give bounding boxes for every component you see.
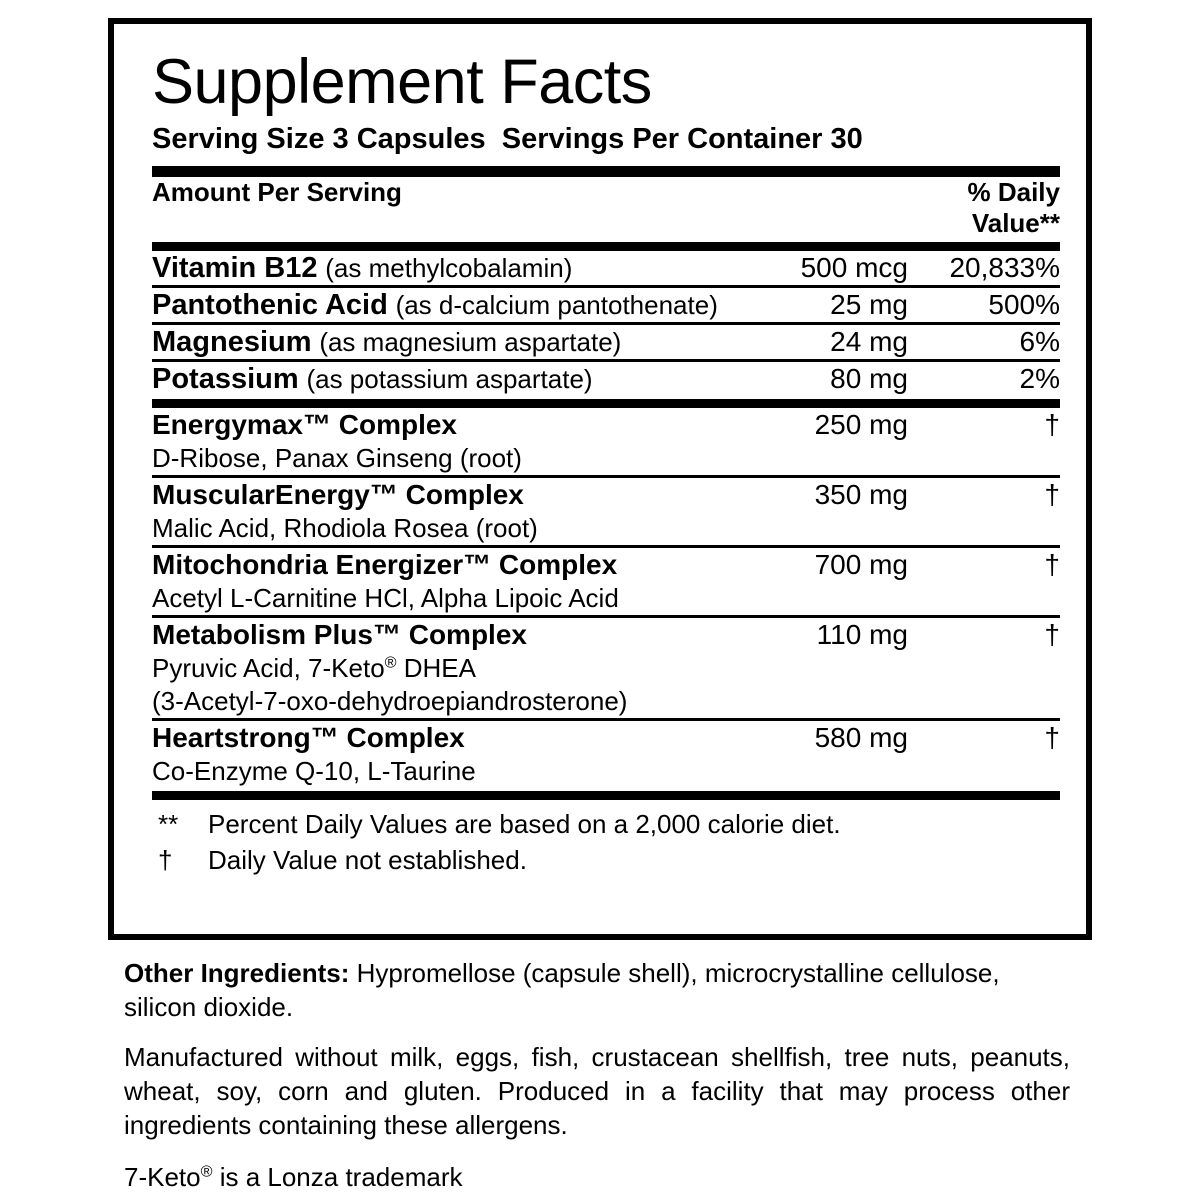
nutrient-source: (as d-calcium pantothenate) [395,290,718,320]
divider-thick-bottom [152,788,1060,800]
footnotes [152,806,1060,878]
page-title: Supplement Facts [152,47,652,117]
nutrient-name-cell [152,288,740,322]
complex-ingredients-row [152,442,1060,475]
header-daily-value: % Daily Value** [967,177,1060,238]
table-row [152,721,1060,755]
divider-header [152,239,1060,251]
complex-ingredients: Co-Enzyme Q-10, L-Taurine [152,756,476,786]
table-row [152,325,1060,359]
table-row [152,478,1060,512]
trademark-post: is a Lonza trademark [212,1162,463,1192]
nutrient-dv: 6% [1019,326,1060,357]
complex-dv: † [1044,409,1060,440]
nutrient-name-cell [152,325,740,359]
nutrient-amount: 25 mg [830,289,908,320]
footnote-mark: ** [158,809,179,839]
table-row [152,288,1060,322]
table-row [152,548,1060,582]
complex-dv: † [1044,549,1060,580]
nutrient-source: (as methylcobalamin) [325,253,573,283]
complex-ingredients-row [152,652,1060,718]
table-header-row [152,177,1060,239]
trademark-pre: 7-Keto [124,1162,201,1192]
complex-ingredients: Pyruvic Acid, 7-Keto® DHEA [152,653,476,683]
header-amount-per-serving: Amount Per Serving [152,177,402,207]
complex-amount: 250 mg [814,409,908,440]
complex-amount: 700 mg [814,549,908,580]
complex-ingredients: Acetyl L-Carnitine HCl, Alpha Lipoic Acid [152,583,619,613]
supplement-facts-panel [108,18,1092,940]
footnote [152,842,1060,878]
table-row [152,618,1060,652]
nutrient-dv: 500% [988,289,1060,320]
footnote-text: Percent Daily Values are based on a 2,000 calorie diet. [208,809,841,839]
nutrient-source: (as magnesium aspartate) [319,327,622,357]
nutrient-amount: 24 mg [830,326,908,357]
nutrient-amount: 500 mcg [800,252,908,283]
complex-ingredients-line2: (3-Acetyl-7-oxo-dehydroepiandrosterone) [152,686,628,716]
nutrient-amount: 80 mg [830,363,908,394]
nutrient-name: Vitamin B12 [152,252,318,284]
complex-name: Heartstrong™ Complex [152,722,465,753]
complex-name: Energymax™ Complex [152,409,457,440]
facts-table [152,177,1060,800]
complex-dv: † [1044,619,1060,650]
other-ingredients [124,956,1070,1024]
serving-size-line: Serving Size 3 Capsules Servings Per Container 30 [152,123,863,155]
nutrient-name: Magnesium [152,326,312,358]
footnote-text: Daily Value not established. [208,845,527,875]
complex-ingredients: Malic Acid, Rhodiola Rosea (root) [152,513,538,543]
complex-amount: 580 mg [814,722,908,753]
footnote [152,806,1060,842]
allergen-statement: Manufactured without milk, eggs, fish, crustacean shellfish, tree nuts, peanuts, wheat, soy, corn and gluten. Produced in a facility that may process other ingredients containing these allergens. [124,1042,1070,1140]
nutrient-name-cell [152,362,740,396]
registered-icon: ® [200,1162,213,1181]
complex-dv: † [1044,722,1060,753]
complex-ingredients-row [152,755,1060,788]
below-panel-notes [124,956,1070,1194]
complex-ingredients: D-Ribose, Panax Ginseng (root) [152,443,522,473]
trademark-notice [124,1160,1070,1194]
nutrient-dv: 2% [1019,363,1060,394]
other-ingredients-label: Other Ingredients: [124,958,350,988]
other-ingredients-text: Hypromellose (capsule shell), microcrystalline cellulose, silicon dioxide. [124,958,1000,1022]
nutrient-source: (as potassium aspartate) [306,364,593,394]
complex-name: Metabolism Plus™ Complex [152,619,527,650]
complex-ingredients-row [152,512,1060,545]
table-row [152,251,1060,285]
footnote-mark: † [158,845,173,875]
complex-ingredients-cell [152,652,1060,718]
nutrient-dv: 20,833% [949,252,1060,283]
header-spacer [740,177,908,239]
complex-amount: 110 mg [816,619,908,650]
divider-thick-mid [152,396,1060,408]
divider-thick-top [152,166,1060,177]
nutrient-name-cell [152,251,740,285]
complex-dv: † [1044,479,1060,510]
complex-name: Mitochondria Energizer™ Complex [152,549,618,580]
table-row [152,362,1060,396]
complex-ingredients-row [152,582,1060,615]
complex-amount: 350 mg [814,479,908,510]
nutrient-name: Pantothenic Acid [152,289,388,321]
nutrient-name: Potassium [152,363,299,395]
table-row [152,408,1060,442]
complex-name: MuscularEnergy™ Complex [152,479,524,510]
